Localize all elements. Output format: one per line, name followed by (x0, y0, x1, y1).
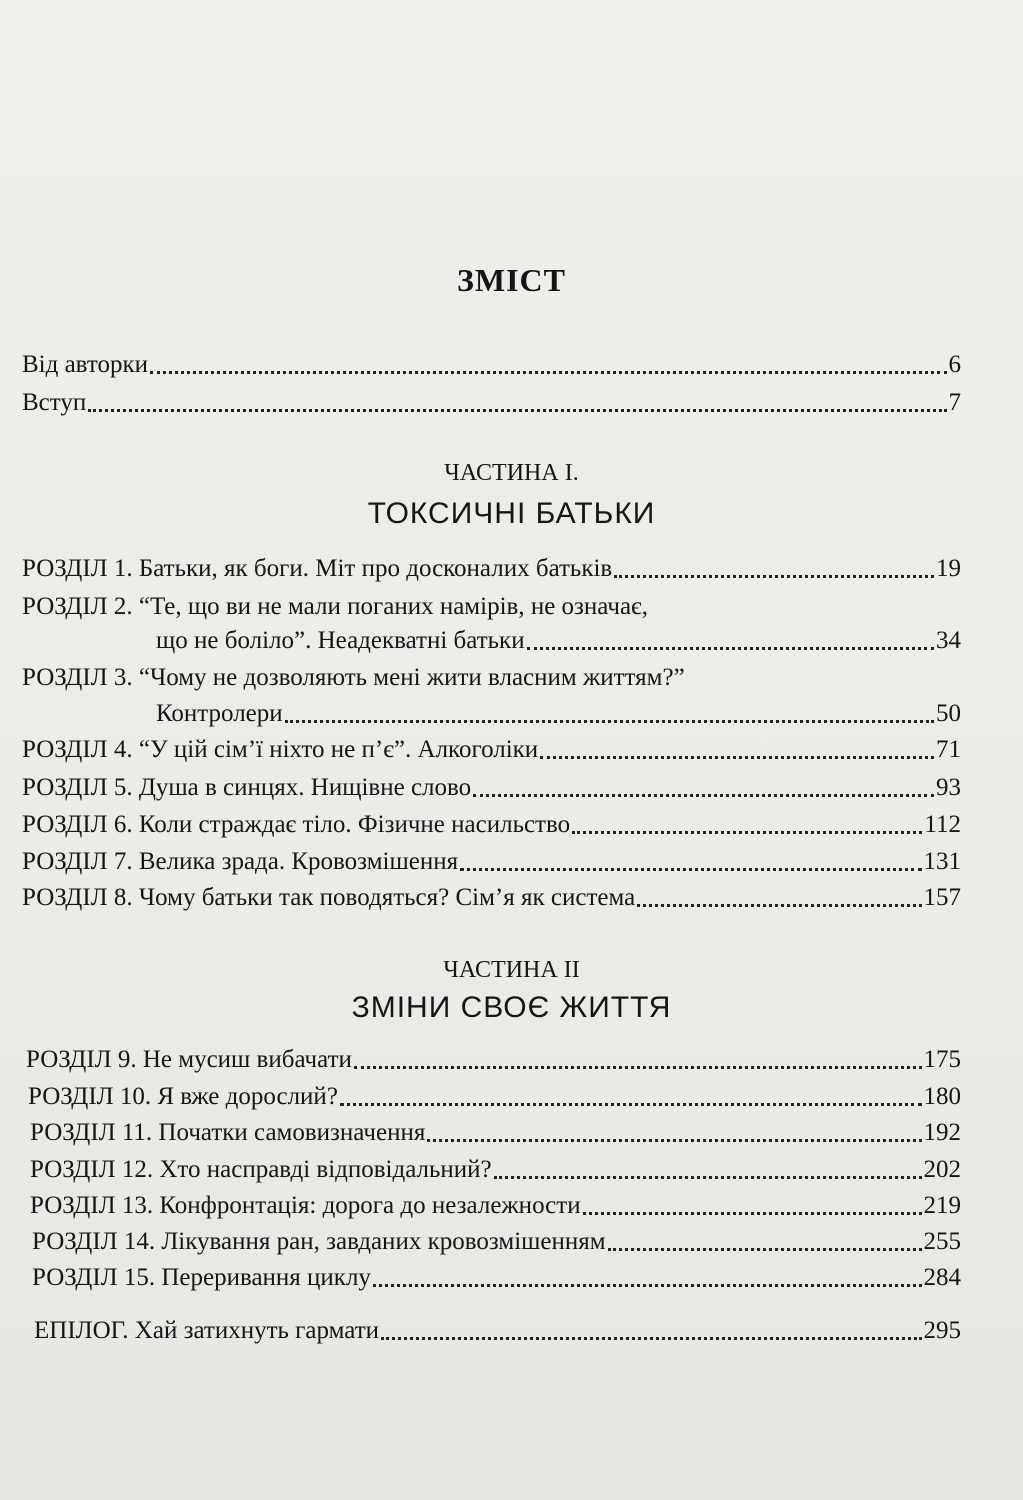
toc-page-number: 71 (936, 736, 961, 763)
toc-entry-chapter-6 (22, 808, 961, 842)
toc-entry-label: РОЗДІЛ 11. Початки самовизначення (30, 1119, 426, 1146)
toc-page-number: 93 (936, 774, 961, 801)
toc-page-number: 295 (923, 1317, 961, 1344)
part-2-label: ЧАСТИНА ІІ (443, 957, 580, 983)
toc-entry-chapter-5 (22, 771, 961, 805)
toc-entry-label: ЕПІЛОГ. Хай затихнуть гармати (34, 1317, 380, 1344)
dot-leader (473, 793, 934, 797)
toc-entry-label: РОЗДІЛ 7. Велика зрада. Кровозмішення (22, 848, 459, 875)
toc-entry-author (22, 348, 961, 382)
toc-entry-chapter-12 (30, 1153, 961, 1187)
dot-leader (340, 1102, 922, 1106)
dot-leader (373, 1283, 922, 1287)
toc-entry-epilogue (34, 1314, 961, 1348)
page-title: ЗМІСТ (457, 262, 566, 298)
toc-entry-label: РОЗДІЛ 9. Не мусиш вибачати (26, 1046, 352, 1073)
toc-entry-label: Від авторки (22, 351, 148, 378)
toc-page-number: 157 (923, 884, 961, 911)
toc-entry-label: РОЗДІЛ 4. “У цій сім’ї ніхто не п’є”. Алкоголіки (22, 736, 539, 763)
dot-leader (88, 408, 946, 412)
toc-entry-chapter-2-line1: РОЗДІЛ 2. “Те, що ви не мали поганих намірів, не означає, (22, 593, 649, 620)
dot-leader (527, 646, 934, 650)
toc-page-number: 34 (936, 627, 961, 654)
toc-page-number: 6 (948, 351, 961, 378)
dot-leader (381, 1336, 921, 1340)
toc-page-number: 7 (948, 389, 961, 416)
toc-entry-chapter-10 (28, 1080, 961, 1114)
toc-page-number: 202 (923, 1156, 961, 1183)
toc-page-number: 219 (923, 1192, 961, 1219)
toc-entry-chapter-3-line1: РОЗДІЛ 3. “Чому не дозволяють мені жити власним життям?” (22, 664, 685, 691)
dot-leader (583, 1211, 922, 1215)
toc-entry-label: РОЗДІЛ 12. Хто насправді відповідальний? (30, 1156, 492, 1183)
dot-leader (494, 1175, 922, 1179)
toc-entry-chapter-4 (22, 733, 961, 767)
toc-entry-label: Вступ (22, 389, 87, 416)
toc-page-number: 112 (924, 811, 961, 838)
toc-entry-label: Контролери (156, 700, 283, 727)
dot-leader (354, 1065, 922, 1069)
dot-leader (572, 830, 922, 834)
toc-page-number: 180 (923, 1083, 961, 1110)
toc-page-number: 255 (923, 1228, 961, 1255)
toc-entry-chapter-9 (26, 1043, 961, 1077)
toc-entry-chapter-8 (22, 881, 961, 915)
toc-entry-label: РОЗДІЛ 13. Конфронтація: дорога до незалежности (30, 1192, 581, 1219)
part-2-title: ЗМІНИ СВОЄ ЖИТТЯ (351, 991, 672, 1024)
toc-entry-label: РОЗДІЛ 8. Чому батьки так поводяться? Сім’я як система (22, 884, 636, 911)
dot-leader (608, 1247, 922, 1251)
toc-entry-label: РОЗДІЛ 6. Коли страждає тіло. Фізичне насильство (22, 811, 571, 838)
toc-entry-label: що не боліло”. Неадекватні батьки (156, 627, 525, 654)
toc-page-number: 284 (923, 1264, 961, 1291)
toc-entry-chapter-11 (30, 1116, 961, 1150)
part-1-label: ЧАСТИНА І. (444, 460, 579, 486)
toc-entry-label: РОЗДІЛ 14. Лікування ран, завданих кровозмішенням (32, 1228, 606, 1255)
part-1-title: ТОКСИЧНІ БАТЬКИ (367, 497, 656, 530)
toc-page-number: 19 (936, 555, 961, 582)
toc-entry-label: РОЗДІЛ 15. Переривання циклу (32, 1264, 371, 1291)
dot-leader (540, 755, 934, 759)
toc-page-number: 50 (936, 700, 961, 727)
toc-page-number: 131 (923, 848, 961, 875)
toc-page-number: 192 (923, 1119, 961, 1146)
toc-entry-label: РОЗДІЛ 1. Батьки, як боги. Міт про досконалих батьків (22, 555, 613, 582)
toc-entry-chapter-3 (156, 697, 961, 731)
dot-leader (460, 867, 921, 871)
toc-entry-chapter-15 (32, 1261, 961, 1295)
dot-leader (285, 719, 934, 723)
dot-leader (614, 574, 934, 578)
toc-entry-intro (22, 386, 961, 420)
toc-entry-label: РОЗДІЛ 5. Душа в синцях. Нищівне слово (22, 774, 472, 801)
dot-leader (427, 1138, 921, 1142)
toc-entry-label: РОЗДІЛ 10. Я вже дорослий? (28, 1083, 338, 1110)
toc-entry-chapter-1 (22, 552, 961, 586)
toc-entry-chapter-14 (32, 1225, 961, 1259)
dot-leader (150, 370, 947, 374)
toc-entry-chapter-2 (156, 624, 961, 658)
toc-page-number: 175 (923, 1046, 961, 1073)
dot-leader (637, 903, 921, 907)
toc-entry-chapter-7 (22, 845, 961, 879)
toc-entry-chapter-13 (30, 1189, 961, 1223)
